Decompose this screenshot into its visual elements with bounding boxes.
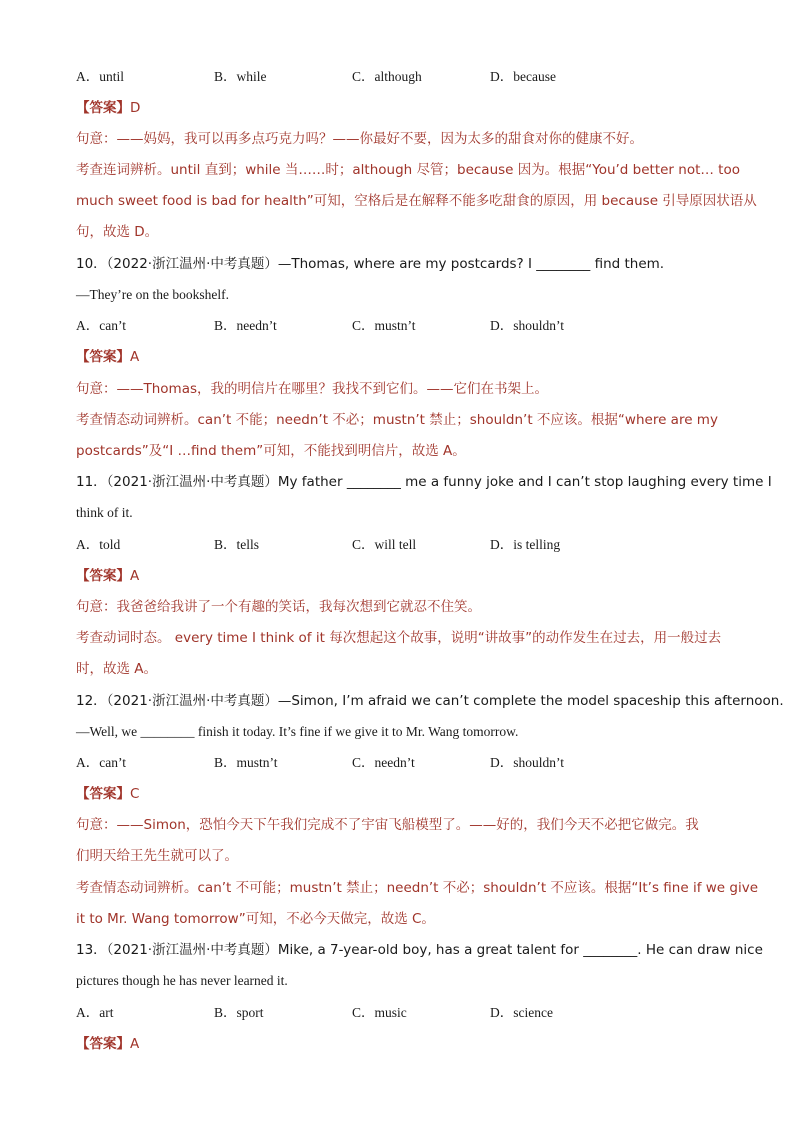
q9-option-c: C．although: [352, 69, 422, 84]
q12-analysis-line-1: 考查情态动词辨析。can’t 不可能；mustn’t 禁止；needn’t 不必；shouldn’t 不应该。根据“It’s fine if we give: [76, 880, 759, 896]
q11-option-a: A．told: [76, 537, 121, 552]
q9-analysis-line-1: 考查连词辨析。until 直到；while 当……时；although 尽管；because 因为。根据“You’d better not… too: [76, 162, 740, 178]
q9-analysis-line-3: 句，故选 D。: [76, 224, 159, 240]
q10-option-d: D．shouldn’t: [490, 318, 565, 333]
q9-option-d: D．because: [490, 69, 556, 84]
q11-analysis-line-2: 时，故选 A。: [76, 661, 158, 677]
q12-meaning-line-1: 句意：——Simon，恐怕今天下午我们完成不了宇宙飞船模型了。——好的，我们今天不必把它做完。我: [76, 817, 699, 833]
q9-option-a: A．until: [76, 69, 125, 84]
q13-option-a: A．art: [76, 1005, 114, 1020]
q11-stem-line-1: 11．（2021·浙江温州·中考真题）My father ________ me a funny joke and I can’t stop laughing every time I: [76, 474, 772, 490]
q12-meaning-line-2: 们明天给王先生就可以了。: [76, 848, 238, 864]
answer-letter: A: [130, 349, 140, 365]
q9-meaning: 句意：——妈妈，我可以再多点巧克力吗？——你最好不要，因为太多的甜食对你的健康不好。: [76, 131, 643, 147]
answer-letter: A: [130, 568, 140, 584]
q12-analysis-line-2: it to Mr. Wang tomorrow”可知，不必今天做完，故选 C。: [76, 911, 435, 927]
q9-answer: [76, 99, 724, 117]
q11-option-d: D．is telling: [490, 537, 561, 552]
answer-tag: 【答案】: [76, 349, 130, 365]
q13-stem-line-2: pictures though he has never learned it.: [76, 973, 288, 988]
q11-answer: [76, 567, 724, 585]
q12-stem-line-1: 12．（2021·浙江温州·中考真题）—Simon, I’m afraid we can’t complete the model spaceship this afternoon.: [76, 693, 784, 709]
q13-answer: [76, 1035, 724, 1053]
answer-tag: 【答案】: [76, 786, 130, 802]
q10-analysis-line-2: postcards”及“I …find them”可知，不能找到明信片，故选 A。: [76, 443, 466, 459]
q11-analysis-line-1: 考查动词时态。 every time I think of it 每次想起这个故事，说明“讲故事”的动作发生在过去，用一般过去: [76, 630, 722, 646]
q13-option-c: C．music: [352, 1005, 407, 1020]
q11-option-b: B．tells: [214, 537, 260, 552]
q10-stem-line-2: —They’re on the bookshelf.: [76, 287, 229, 302]
q9-option-b: B．while: [214, 69, 267, 84]
answer-letter: C: [130, 786, 140, 802]
q13-option-d: D．science: [490, 1005, 553, 1020]
q12-option-b: B．mustn’t: [214, 755, 278, 770]
q9-analysis-line-2: much sweet food is bad for health”可知，空格后是在解释不能多吃甜食的原因，用 because 引导原因状语从: [76, 193, 757, 209]
answer-tag: 【答案】: [76, 100, 130, 116]
q10-analysis-line-1: 考查情态动词辨析。can’t 不能；needn’t 不必；mustn’t 禁止；shouldn’t 不应该。根据“where are my: [76, 412, 718, 428]
q12-option-c: C．needn’t: [352, 755, 415, 770]
q11-meaning: 句意：我爸爸给我讲了一个有趣的笑话，我每次想到它就忍不住笑。: [76, 599, 481, 615]
q10-option-b: B．needn’t: [214, 318, 277, 333]
q13-option-b: B．sport: [214, 1005, 264, 1020]
q10-stem-line-1: 10．（2022·浙江温州·中考真题）—Thomas, where are my postcards? I ________ find them.: [76, 256, 665, 272]
q11-stem-line-2: think of it.: [76, 505, 133, 520]
q12-option-a: A．can’t: [76, 755, 126, 770]
q13-stem-line-1: 13．（2021·浙江温州·中考真题）Mike, a 7-year-old boy, has a great talent for ________. He can draw nice: [76, 942, 763, 958]
q12-option-d: D．shouldn’t: [490, 755, 565, 770]
q10-answer: [76, 348, 724, 366]
answer-tag: 【答案】: [76, 1036, 130, 1052]
q10-meaning: 句意：——Thomas，我的明信片在哪里？我找不到它们。——它们在书架上。: [76, 381, 549, 397]
q10-option-a: A．can’t: [76, 318, 126, 333]
answer-tag: 【答案】: [76, 568, 130, 584]
q12-stem-line-2: —Well, we ________ finish it today. It’s fine if we give it to Mr. Wang tomorrow.: [76, 724, 519, 739]
answer-letter: A: [130, 1036, 140, 1052]
q12-answer: [76, 785, 724, 803]
q11-option-c: C．will tell: [352, 537, 417, 552]
answer-letter: D: [130, 100, 141, 116]
q10-option-c: C．mustn’t: [352, 318, 416, 333]
